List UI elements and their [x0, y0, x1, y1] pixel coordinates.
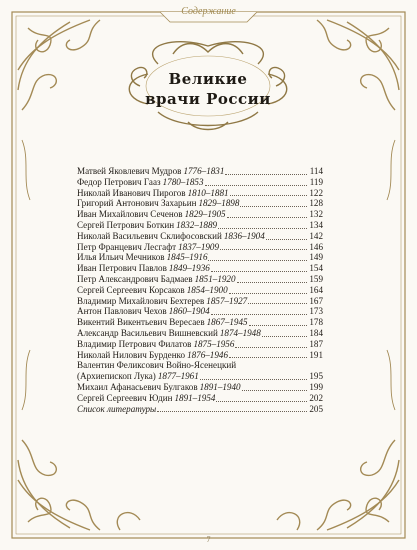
toc-entry-years: 1876–1946	[187, 349, 228, 360]
toc-entry[interactable]	[77, 317, 323, 328]
toc-entry-page: 167	[309, 295, 323, 306]
toc-entry-name: Иван Петрович Павлов	[77, 263, 167, 274]
toc-entry-name: Александр Васильевич Вишневский	[77, 327, 218, 338]
toc-entry-name: Антон Павлович Чехов	[77, 306, 167, 317]
toc-entry-name: Сергей Сергеевич Корсаков	[77, 284, 185, 295]
toc-entry-page: 187	[309, 338, 323, 349]
toc-leader-dots	[211, 314, 307, 315]
toc-leader-dots	[237, 282, 308, 283]
toc-entry-name: Список литературы	[77, 403, 157, 414]
toc-entry-page: 184	[309, 327, 323, 338]
toc-entry[interactable]	[77, 177, 323, 188]
toc-entry-page: 199	[309, 381, 323, 392]
toc-entry[interactable]	[77, 242, 323, 253]
toc-entry-page: 154	[309, 263, 323, 274]
toc-entry-page: 134	[309, 219, 323, 230]
toc-entry-name: Петр Францевич Лесгафт	[77, 241, 177, 252]
toc-entry-years: 1837–1909	[178, 241, 220, 252]
toc-entry-name: Сергей Петрович Боткин	[77, 219, 175, 230]
toc-entry-page: 122	[309, 187, 323, 198]
toc-leader-dots	[227, 217, 307, 218]
toc-entry-years: 1875–1956	[193, 338, 235, 349]
toc-entry-page: 132	[309, 209, 323, 220]
toc-leader-dots	[248, 303, 307, 304]
toc-entry-name: Григорий Антонович Захарьин	[77, 198, 197, 209]
toc-entry-name: Владимир Петрович Филатов	[77, 338, 192, 349]
toc-entry-years: 1891–1940	[199, 381, 241, 392]
toc-entry-years: 1845–1916	[166, 252, 208, 263]
toc-entry-years: 1849–1936	[168, 263, 210, 274]
toc-entry-name: Сергей Сергеевич Юдин	[77, 392, 173, 403]
toc-leader-dots	[218, 228, 307, 229]
toc-entry[interactable]	[77, 188, 323, 199]
toc-entry-name-cont: (Архиепископ Лука)	[77, 371, 156, 382]
toc-entry-page: 159	[309, 273, 323, 284]
toc-entry-name: Матвей Яковлевич Мудров	[77, 166, 182, 176]
toc-entry-name: Иван Михайлович Сеченов	[77, 209, 183, 220]
toc-leader-dots	[208, 260, 307, 261]
toc-entry-page: 128	[309, 198, 323, 209]
toc-entry-page: 202	[309, 392, 323, 403]
toc-entry-years: 1776–1831	[183, 166, 225, 176]
toc-entry-years: 1874–1948	[219, 327, 261, 338]
toc-entry-page: 191	[309, 349, 323, 360]
toc-entry-bibliography[interactable]	[77, 404, 323, 415]
toc-entry[interactable]	[77, 285, 323, 296]
toc-entry[interactable]	[77, 339, 323, 350]
toc-entry-years: 1857–1927	[206, 295, 248, 306]
toc-entry-name: Николай Нилович Бурденко	[77, 349, 186, 360]
toc-entry-years: 1810–1881	[187, 187, 229, 198]
toc-entry[interactable]	[77, 252, 323, 263]
toc-entry-page: 205	[309, 403, 323, 414]
toc-leader-dots	[262, 336, 307, 337]
toc-leader-dots	[220, 249, 307, 250]
toc-entry-page: 142	[309, 230, 323, 241]
toc-entry-page: 173	[309, 306, 323, 317]
toc-leader-dots	[216, 401, 307, 402]
toc-leader-dots	[211, 271, 307, 272]
toc-leader-dots	[229, 357, 307, 358]
toc-leader-dots	[200, 379, 307, 380]
toc-entry-page: 195	[309, 371, 323, 382]
toc-entry-years: 1829–1898	[198, 198, 240, 209]
toc-entry-voino-yasenetsky[interactable]	[77, 360, 323, 382]
toc-entry-name: Викентий Викентьевич Вересаев	[77, 317, 205, 328]
toc-entry[interactable]	[77, 166, 323, 177]
toc-entry-name: Илья Ильич Мечников	[77, 252, 165, 263]
toc-entry-name: Николай Иванович Пирогов	[77, 187, 186, 198]
toc-entry-years: 1860–1904	[168, 306, 210, 317]
toc-leader-dots	[242, 390, 307, 391]
toc-entry-years: 1877–1961	[157, 371, 199, 382]
toc-entry-years: 1829–1905	[184, 209, 226, 220]
toc-leader-dots	[230, 195, 307, 196]
toc-entry[interactable]	[77, 198, 323, 209]
toc-leader-dots	[205, 185, 307, 186]
toc-entry-name: Владимир Михайлович Бехтерев	[77, 295, 205, 306]
table-of-contents	[77, 166, 323, 414]
toc-entry-page: 149	[309, 252, 323, 263]
toc-entry-name: Валентин Феликсович Войно-Ясенецкий	[77, 360, 237, 371]
toc-entry[interactable]	[77, 274, 323, 285]
toc-entry-page: 114	[309, 166, 323, 176]
toc-entry-name: Михаил Афанасьевич Булгаков	[77, 381, 198, 392]
toc-entry[interactable]	[77, 209, 323, 220]
toc-leader-dots	[225, 174, 307, 175]
toc-entry-page: 119	[309, 176, 323, 187]
toc-entry[interactable]	[77, 306, 323, 317]
toc-entry[interactable]	[77, 231, 323, 242]
book-title-line2: врачи России	[145, 90, 271, 108]
toc-entry-years: 1780–1853	[162, 176, 204, 187]
toc-entry-page: 146	[309, 241, 323, 252]
toc-entry-years: 1867–1945	[206, 317, 248, 328]
toc-leader-dots	[249, 325, 307, 326]
toc-leader-dots	[240, 206, 307, 207]
toc-entry-years: 1832–1889	[176, 219, 218, 230]
toc-entry[interactable]	[77, 382, 323, 393]
toc-leader-dots	[266, 239, 307, 240]
toc-entry-name: Николай Васильевич Склифосовский	[77, 230, 222, 241]
book-title-line1: Великие	[168, 70, 248, 88]
toc-entry-name: Федор Петрович Гааз	[77, 176, 161, 187]
page-number: 7	[206, 535, 211, 544]
toc-entry[interactable]	[77, 350, 323, 361]
toc-entry[interactable]	[77, 328, 323, 339]
toc-entry[interactable]	[77, 263, 323, 274]
toc-entry-years: 1851–1920	[194, 273, 236, 284]
toc-leader-dots	[157, 411, 307, 412]
toc-entry-page: 164	[309, 284, 323, 295]
toc-entry[interactable]	[77, 393, 323, 404]
toc-entry-years: 1854–1900	[186, 284, 228, 295]
toc-entry[interactable]	[77, 296, 323, 307]
toc-entry-years: 1891–1954	[174, 392, 216, 403]
toc-entry-name: Петр Александрович Бадмаев	[77, 273, 193, 284]
toc-entry[interactable]	[77, 220, 323, 231]
toc-entry-page: 178	[309, 317, 323, 328]
toc-leader-dots	[229, 293, 307, 294]
section-header: Содержание	[181, 6, 236, 17]
toc-entry-years: 1836–1904	[223, 230, 265, 241]
toc-leader-dots	[235, 347, 307, 348]
